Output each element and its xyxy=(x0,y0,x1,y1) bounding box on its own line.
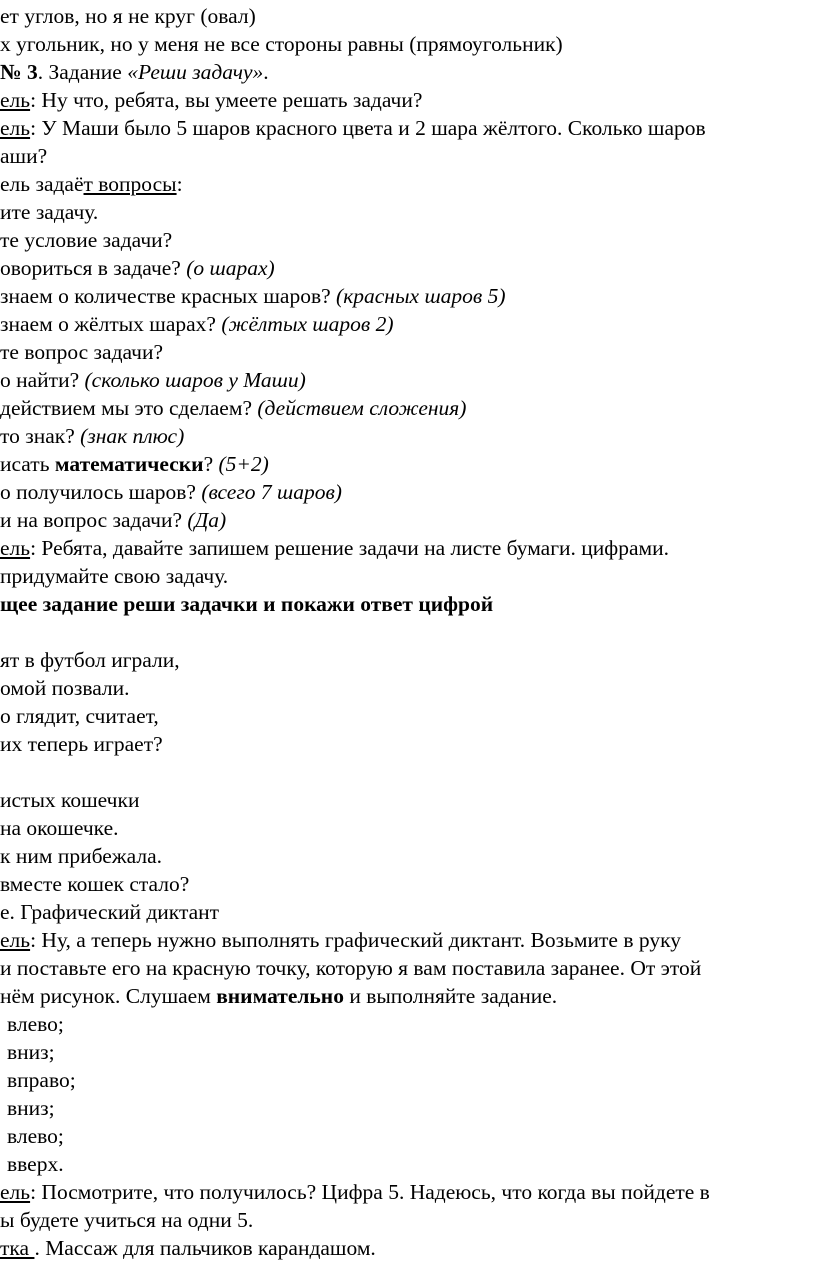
text-span: математически xyxy=(54,452,204,476)
text-span: к ним прибежала. xyxy=(0,844,163,868)
text-span: ? xyxy=(203,452,219,476)
text-line xyxy=(0,478,342,506)
text-line xyxy=(0,310,394,338)
text-span: : У Маши было 5 шаров красного цвета и 2 шара жёлтого. Сколько шаров xyxy=(30,116,706,140)
text-span: знаем о жёлтых шарах? xyxy=(0,312,222,336)
text-span: ет углов, но я не круг (овал) xyxy=(0,4,256,28)
text-line xyxy=(0,2,256,30)
text-line xyxy=(0,674,130,702)
text-line xyxy=(0,730,163,758)
text-line xyxy=(0,786,139,814)
text-line xyxy=(0,926,681,954)
text-span: ель xyxy=(0,88,31,112)
text-span: (о шарах) xyxy=(186,256,275,280)
text-span: нём рисунок. Слушаем xyxy=(0,984,217,1008)
text-span: (Да) xyxy=(187,508,227,532)
text-span: щее задание реши задачки и покажи ответ цифрой xyxy=(0,592,494,616)
text-span: (красных шаров 5) xyxy=(336,284,506,308)
text-span: внимательно xyxy=(216,984,344,1008)
text-line xyxy=(0,646,180,674)
text-line xyxy=(0,534,669,562)
text-line xyxy=(0,982,557,1010)
text-span: х угольник, но у меня не все стороны равны (прямоугольник) xyxy=(0,32,563,56)
text-line xyxy=(0,58,269,86)
text-span: : Ребята, давайте запишем решение задачи на листе бумаги. цифрами. xyxy=(30,536,670,560)
text-span: придумайте свою задачу. xyxy=(0,564,229,588)
text-line xyxy=(0,1206,253,1234)
text-span: : Посмотрите, что получилось? Цифра 5. Надеюсь, что когда вы пойдете в xyxy=(30,1180,710,1204)
text-span: ель xyxy=(0,1180,31,1204)
text-span: и выполняйте задание. xyxy=(343,984,558,1008)
text-span: ы будете учиться на одни 5. xyxy=(0,1208,254,1232)
text-line xyxy=(0,254,275,282)
text-line xyxy=(0,842,162,870)
text-line xyxy=(0,394,466,422)
text-line xyxy=(0,142,47,170)
text-line xyxy=(0,366,306,394)
text-span: омой позвали. xyxy=(0,676,130,700)
text-span: вниз; xyxy=(7,1040,55,1064)
text-span: и на вопрос задачи? xyxy=(0,508,188,532)
text-span: о найти? xyxy=(0,368,85,392)
text-span: ель xyxy=(0,116,31,140)
text-line xyxy=(0,898,219,926)
text-span: вниз; xyxy=(7,1096,55,1120)
text-span: влево; xyxy=(7,1124,64,1148)
text-line xyxy=(0,198,98,226)
text-span: на окошечке. xyxy=(0,816,119,840)
text-line xyxy=(0,170,183,198)
text-span: ят в футбол играли, xyxy=(0,648,180,672)
text-span: влево; xyxy=(7,1012,64,1036)
text-span: т вопросы xyxy=(83,172,177,196)
text-span: «Реши задачу» xyxy=(127,60,264,84)
text-span: истых кошечки xyxy=(0,788,140,812)
text-span: о получилось шаров? xyxy=(0,480,202,504)
text-span: овориться в задаче? xyxy=(0,256,187,280)
text-line xyxy=(0,450,269,478)
text-span: ель xyxy=(0,928,31,952)
text-span: те вопрос задачи? xyxy=(0,340,164,364)
text-span: (сколько шаров у Маши) xyxy=(84,368,306,392)
text-span: вместе кошек стало? xyxy=(0,872,190,896)
text-span: . xyxy=(263,60,269,84)
text-span: (знак плюс) xyxy=(80,424,185,448)
text-line xyxy=(0,814,118,842)
text-span: (действием сложения) xyxy=(257,396,467,420)
text-span: (жёлтых шаров 2) xyxy=(221,312,394,336)
text-line xyxy=(0,562,228,590)
text-line xyxy=(7,1066,76,1094)
text-line xyxy=(0,114,706,142)
text-span: знаем о количестве красных шаров? xyxy=(0,284,337,308)
text-span: вверх. xyxy=(7,1152,64,1176)
text-line xyxy=(0,1234,376,1262)
text-line xyxy=(0,422,184,450)
text-span: : xyxy=(176,172,183,196)
text-line xyxy=(7,1010,64,1038)
text-span: их теперь играет? xyxy=(0,732,163,756)
text-line xyxy=(0,226,172,254)
text-line xyxy=(0,590,493,618)
text-span: : Ну, а теперь нужно выполнять графический диктант. Возьмите в руку xyxy=(30,928,681,952)
text-span: : Ну что, ребята, вы умеете решать задачи? xyxy=(30,88,423,112)
text-span: е. Графический диктант xyxy=(0,900,220,924)
text-span: . Задание xyxy=(37,60,128,84)
text-line xyxy=(0,954,701,982)
text-line xyxy=(0,506,226,534)
text-span: (5+2) xyxy=(218,452,269,476)
text-line xyxy=(0,870,189,898)
text-line xyxy=(0,86,422,114)
text-line xyxy=(0,30,563,58)
text-line xyxy=(7,1094,55,1122)
text-line xyxy=(0,1178,710,1206)
text-span: (всего 7 шаров) xyxy=(201,480,342,504)
text-span: исать xyxy=(0,452,55,476)
text-span: ель задаё xyxy=(0,172,84,196)
text-span: вправо; xyxy=(7,1068,76,1092)
text-line xyxy=(7,1122,64,1150)
text-span: то знак? xyxy=(0,424,81,448)
text-span: о глядит, считает, xyxy=(0,704,159,728)
text-span: те условие задачи? xyxy=(0,228,173,252)
text-span: ель xyxy=(0,536,31,560)
text-span: и поставьте его на красную точку, которую я вам поставила заранее. От этой xyxy=(0,956,702,980)
text-line xyxy=(0,702,159,730)
text-span: . Массаж для пальчиков карандашом. xyxy=(34,1236,376,1260)
text-span: тка xyxy=(0,1236,35,1260)
text-line xyxy=(0,282,506,310)
text-line xyxy=(7,1150,64,1178)
text-span: ите задачу. xyxy=(0,200,99,224)
text-span: аши? xyxy=(0,144,48,168)
text-span: действием мы это сделаем? xyxy=(0,396,258,420)
text-line xyxy=(0,338,163,366)
text-span: № 3 xyxy=(0,60,38,84)
text-line xyxy=(7,1038,55,1066)
